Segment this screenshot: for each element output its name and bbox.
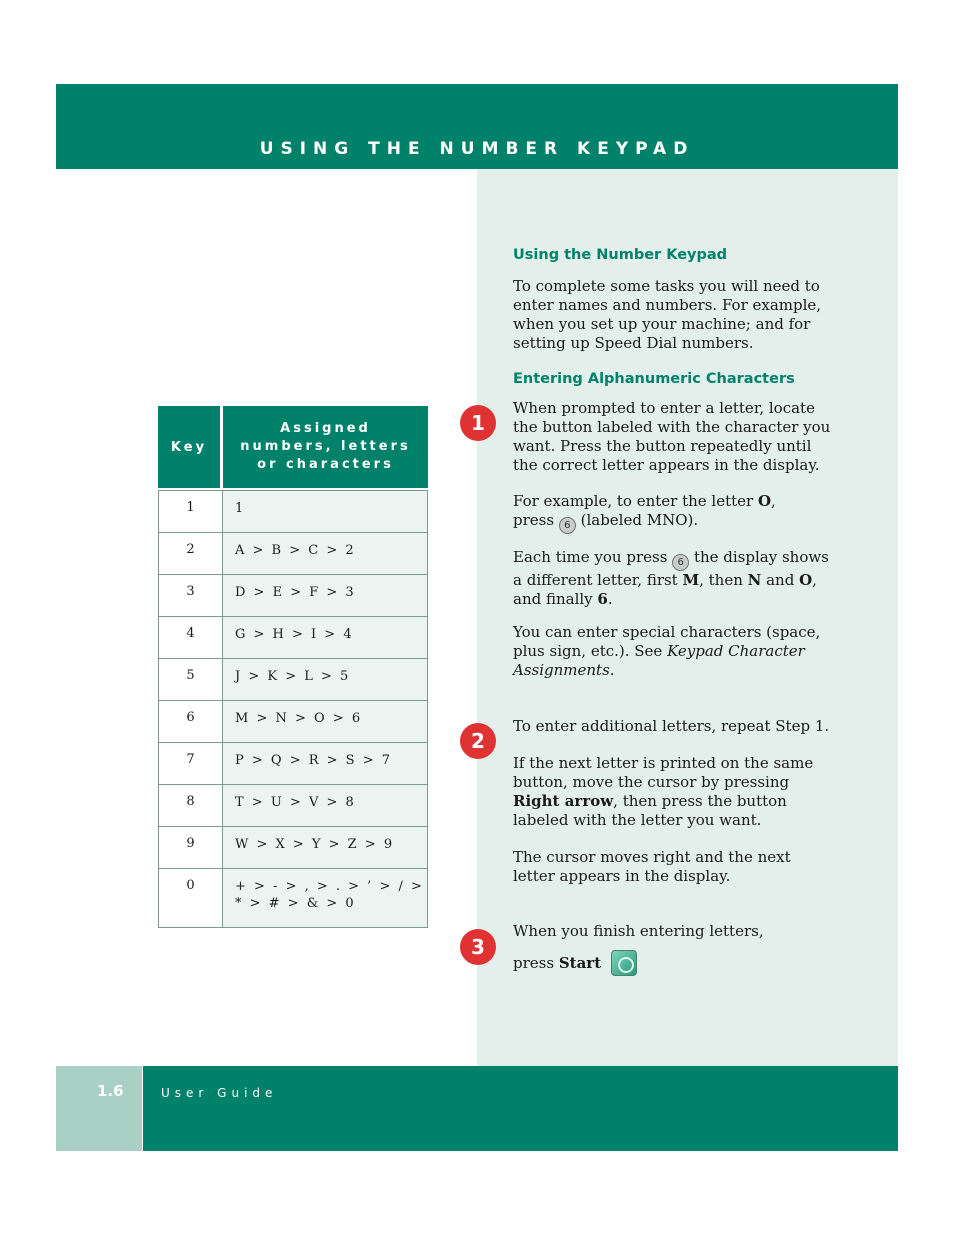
intro-paragraph bbox=[513, 277, 821, 353]
text-line: press 6 (labeled MNO). bbox=[513, 511, 776, 534]
text-line: For example, to enter the letter O, bbox=[513, 492, 776, 510]
column-header-key: Key bbox=[158, 406, 220, 488]
step-1-special-chars bbox=[513, 623, 820, 680]
step-1-example bbox=[513, 492, 776, 534]
table-row: 3 D > E > F > 3 bbox=[159, 574, 427, 616]
table-row: 0 + > - > , > . > ’ > / > * > # > & > 0 bbox=[159, 868, 427, 927]
step-3-badge: 3 bbox=[460, 929, 496, 965]
start-button-icon bbox=[611, 950, 637, 976]
table-row: 9 W > X > Y > Z > 9 bbox=[159, 826, 427, 868]
page-title: USING THE NUMBER KEYPAD bbox=[259, 139, 695, 159]
table-row: 1 1 bbox=[159, 490, 427, 532]
step-2-result-text bbox=[513, 848, 791, 886]
section-heading-keypad: Using the Number Keypad bbox=[513, 247, 728, 263]
step-3-start-text: press Start bbox=[513, 950, 637, 976]
text-line: The cursor moves right and the next bbox=[513, 848, 791, 866]
table-row: 2 A > B > C > 2 bbox=[159, 532, 427, 574]
column-header-assigned: Assigned numbers, letters or characters bbox=[223, 406, 428, 488]
text-line: enter names and numbers. For example, bbox=[513, 296, 822, 314]
keypad-assignments-table bbox=[158, 406, 428, 928]
text-line: labeled with the letter you want. bbox=[513, 811, 762, 829]
table-row: 4 G > H > I > 4 bbox=[159, 616, 427, 658]
table-row: 5 J > K > L > 5 bbox=[159, 658, 427, 700]
table-header bbox=[158, 406, 428, 488]
text-line: To complete some tasks you will need to bbox=[513, 277, 820, 295]
header-bar bbox=[56, 84, 898, 169]
section-heading-alphanumeric: Entering Alphanumeric Characters bbox=[513, 371, 795, 387]
table-row: 6 M > N > O > 6 bbox=[159, 700, 427, 742]
text-line: the correct letter appears in the display. bbox=[513, 456, 820, 474]
text-line: Assignments. bbox=[513, 661, 615, 679]
text-line: You can enter special characters (space, bbox=[513, 623, 821, 641]
table-row: 8 T > U > V > 8 bbox=[159, 784, 427, 826]
text-line: If the next letter is printed on the same bbox=[513, 754, 814, 772]
text-line: When prompted to enter a letter, locate bbox=[513, 399, 815, 417]
step-3-paragraph: When you finish entering letters, bbox=[513, 922, 764, 940]
step-2-paragraph: To enter additional letters, repeat Step 1. bbox=[513, 717, 830, 735]
text-line: Right arrow, then press the button bbox=[513, 792, 787, 810]
key-6-icon: 6 bbox=[672, 554, 689, 571]
page-number: 1.6 bbox=[97, 1082, 124, 1100]
text-line: letter appears in the display. bbox=[513, 867, 731, 885]
footer-title: User Guide bbox=[161, 1086, 278, 1100]
table-body bbox=[158, 490, 428, 928]
table-row: 7 P > Q > R > S > 7 bbox=[159, 742, 427, 784]
step-1-repeat-text bbox=[513, 548, 829, 609]
step-1-badge: 1 bbox=[460, 405, 496, 441]
text-line: and finally 6. bbox=[513, 590, 613, 608]
text-line: plus sign, etc.). See Keypad Character bbox=[513, 642, 805, 660]
footer-page-block bbox=[56, 1066, 142, 1151]
text-line: the button labeled with the character you bbox=[513, 418, 831, 436]
text-line: a different letter, first M, then N and O, bbox=[513, 571, 817, 589]
step-2-cursor-text bbox=[513, 754, 813, 830]
text-line: when you set up your machine; and for bbox=[513, 315, 811, 333]
text-line: want. Press the button repeatedly until bbox=[513, 437, 812, 455]
text-line: button, move the cursor by pressing bbox=[513, 773, 790, 791]
step-1-paragraph bbox=[513, 399, 830, 475]
text-line: setting up Speed Dial numbers. bbox=[513, 334, 754, 352]
text-line: Each time you press 6 the display shows bbox=[513, 548, 829, 571]
step-2-badge: 2 bbox=[460, 723, 496, 759]
key-6-icon: 6 bbox=[559, 517, 576, 534]
footer-bar bbox=[143, 1066, 898, 1151]
